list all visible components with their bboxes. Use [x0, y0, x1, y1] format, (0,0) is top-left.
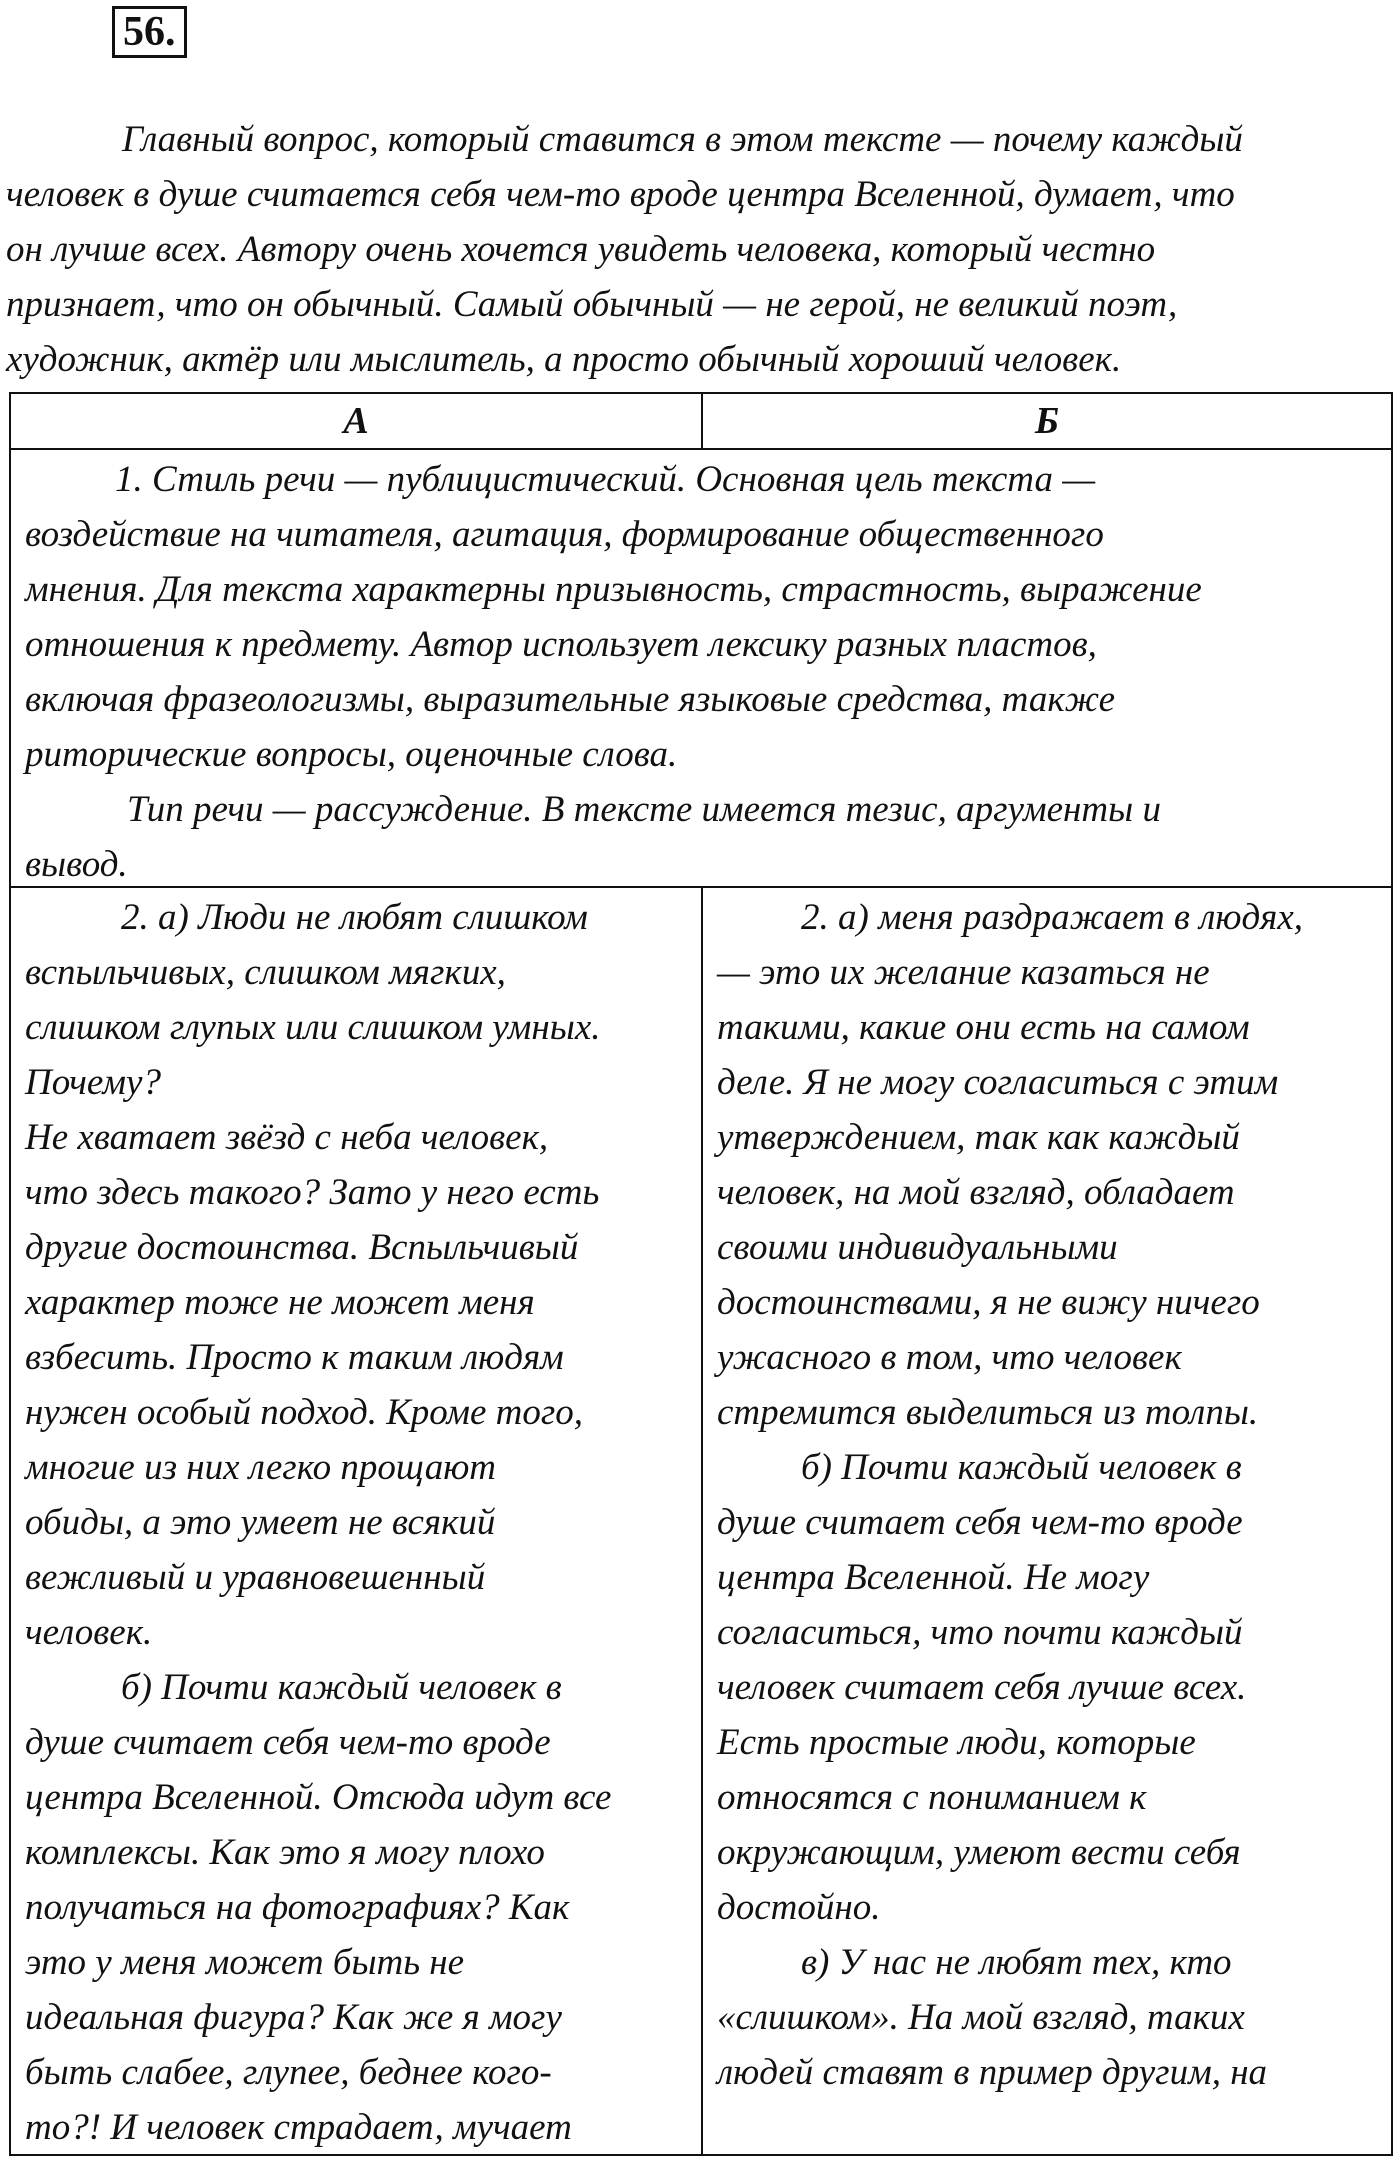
text-line: б) Почти каждый человек в — [801, 1447, 1242, 1488]
text-line: 1. Стиль речи — публицистический. Основная цель текста — — [115, 459, 1096, 500]
text-line: художник, актёр или мыслитель, а просто обычный хороший человек. — [6, 339, 1122, 380]
text-line: Почему? — [25, 1062, 161, 1103]
row1-cell — [25, 452, 1385, 892]
text-line: другие достоинства. Вспыльчивый — [25, 1227, 579, 1268]
text-line: достойно. — [717, 1887, 881, 1928]
text-line: Есть простые люди, которые — [717, 1722, 1196, 1763]
text-line: в) У нас не любят тех, кто — [801, 1942, 1232, 1983]
text-line: б) Почти каждый человек в — [121, 1667, 562, 1708]
text-line: деле. Я не могу согласиться с этим — [717, 1062, 1279, 1103]
text-line: достоинствами, я не вижу ничего — [717, 1282, 1260, 1323]
row-divider — [11, 448, 1391, 450]
text-line: это у меня может быть не — [25, 1942, 465, 1983]
intro-paragraph — [6, 112, 1394, 387]
text-line: он лучше всех. Автору очень хочется увидеть человека, который честно — [6, 229, 1156, 270]
text-line: своими индивидуальными — [717, 1227, 1118, 1268]
text-line: человек. — [25, 1612, 153, 1653]
text-line: характер тоже не может меня — [25, 1282, 535, 1323]
column-a-cell — [25, 890, 695, 2155]
text-line: Тип речи — рассуждение. В тексте имеется тезис, аргументы и — [127, 789, 1161, 830]
exercise-number: 56. — [112, 6, 187, 58]
text-line: душе считает себя чем-то вроде — [25, 1722, 551, 1763]
text-line: быть слабее, глупее, беднее кого- — [25, 2052, 552, 2093]
text-line: «слишком». На мой взгляд, таких — [717, 1997, 1245, 2038]
text-line: мнения. Для текста характерны призывность, страстность, выражение — [25, 569, 1202, 610]
text-line: обиды, а это умеет не всякий — [25, 1502, 496, 1543]
column-header-a: А — [343, 400, 369, 442]
text-line: вывод. — [25, 844, 128, 885]
text-line: идеальная фигура? Как же я могу — [25, 1997, 562, 2038]
text-line: признает, что он обычный. Самый обычный — не герой, не великий поэт, — [6, 284, 1178, 325]
answer-table — [9, 392, 1393, 2156]
text-line: 2. а) меня раздражает в людях, — [801, 897, 1304, 938]
text-line: окружающим, умеют вести себя — [717, 1832, 1241, 1873]
text-line: что здесь такого? Зато у него есть — [25, 1172, 600, 1213]
text-line: отношения к предмету. Автор использует лексику разных пластов, — [25, 624, 1097, 665]
text-line: воздействие на читателя, агитация, формирование общественного — [25, 514, 1104, 555]
text-line: Не хватает звёзд с неба человек, — [25, 1117, 549, 1158]
column-header-b: Б — [1034, 400, 1060, 442]
text-line: нужен особый подход. Кроме того, — [25, 1392, 584, 1433]
text-line: центра Вселенной. Не могу — [717, 1557, 1150, 1598]
text-line: комплексы. Как это я могу плохо — [25, 1832, 545, 1873]
text-line: то?! И человек страдает, мучает — [25, 2107, 572, 2148]
text-line: людей ставят в пример другим, на — [717, 2052, 1268, 2093]
text-line: многие из них легко прощают — [25, 1447, 497, 1488]
text-line: получаться на фотографиях? Как — [25, 1887, 570, 1928]
text-line: человек, на мой взгляд, обладает — [717, 1172, 1235, 1213]
header-divider — [701, 394, 703, 448]
column-divider — [701, 886, 703, 2156]
text-line: человек в душе считается себя чем-то вроде центра Вселенной, думает, что — [6, 174, 1235, 215]
text-line: вежливый и уравновешенный — [25, 1557, 486, 1598]
text-line: утверждением, так как каждый — [717, 1117, 1240, 1158]
column-b-cell — [717, 890, 1387, 2100]
text-line: стремится выделиться из толпы. — [717, 1392, 1259, 1433]
text-line: ужасного в том, что человек — [717, 1337, 1182, 1378]
text-line: центра Вселенной. Отсюда идут все — [25, 1777, 612, 1818]
text-line: 2. а) Люди не любят слишком — [121, 897, 588, 938]
text-line: Главный вопрос, который ставится в этом тексте — почему каждый — [122, 119, 1243, 160]
text-line: такими, какие они есть на самом — [717, 1007, 1250, 1048]
text-line: риторические вопросы, оценочные слова. — [25, 734, 678, 775]
text-line: человек считает себя лучше всех. — [717, 1667, 1247, 1708]
text-line: вспыльчивых, слишком мягких, — [25, 952, 506, 993]
text-line: слишком глупых или слишком умных. — [25, 1007, 601, 1048]
text-line: включая фразеологизмы, выразительные языковые средства, также — [25, 679, 1116, 720]
text-line: — это их желание казаться не — [717, 952, 1210, 993]
text-line: относятся с пониманием к — [717, 1777, 1147, 1818]
text-line: взбесить. Просто к таким людям — [25, 1337, 564, 1378]
text-line: душе считает себя чем-то вроде — [717, 1502, 1243, 1543]
text-line: согласиться, что почти каждый — [717, 1612, 1243, 1653]
